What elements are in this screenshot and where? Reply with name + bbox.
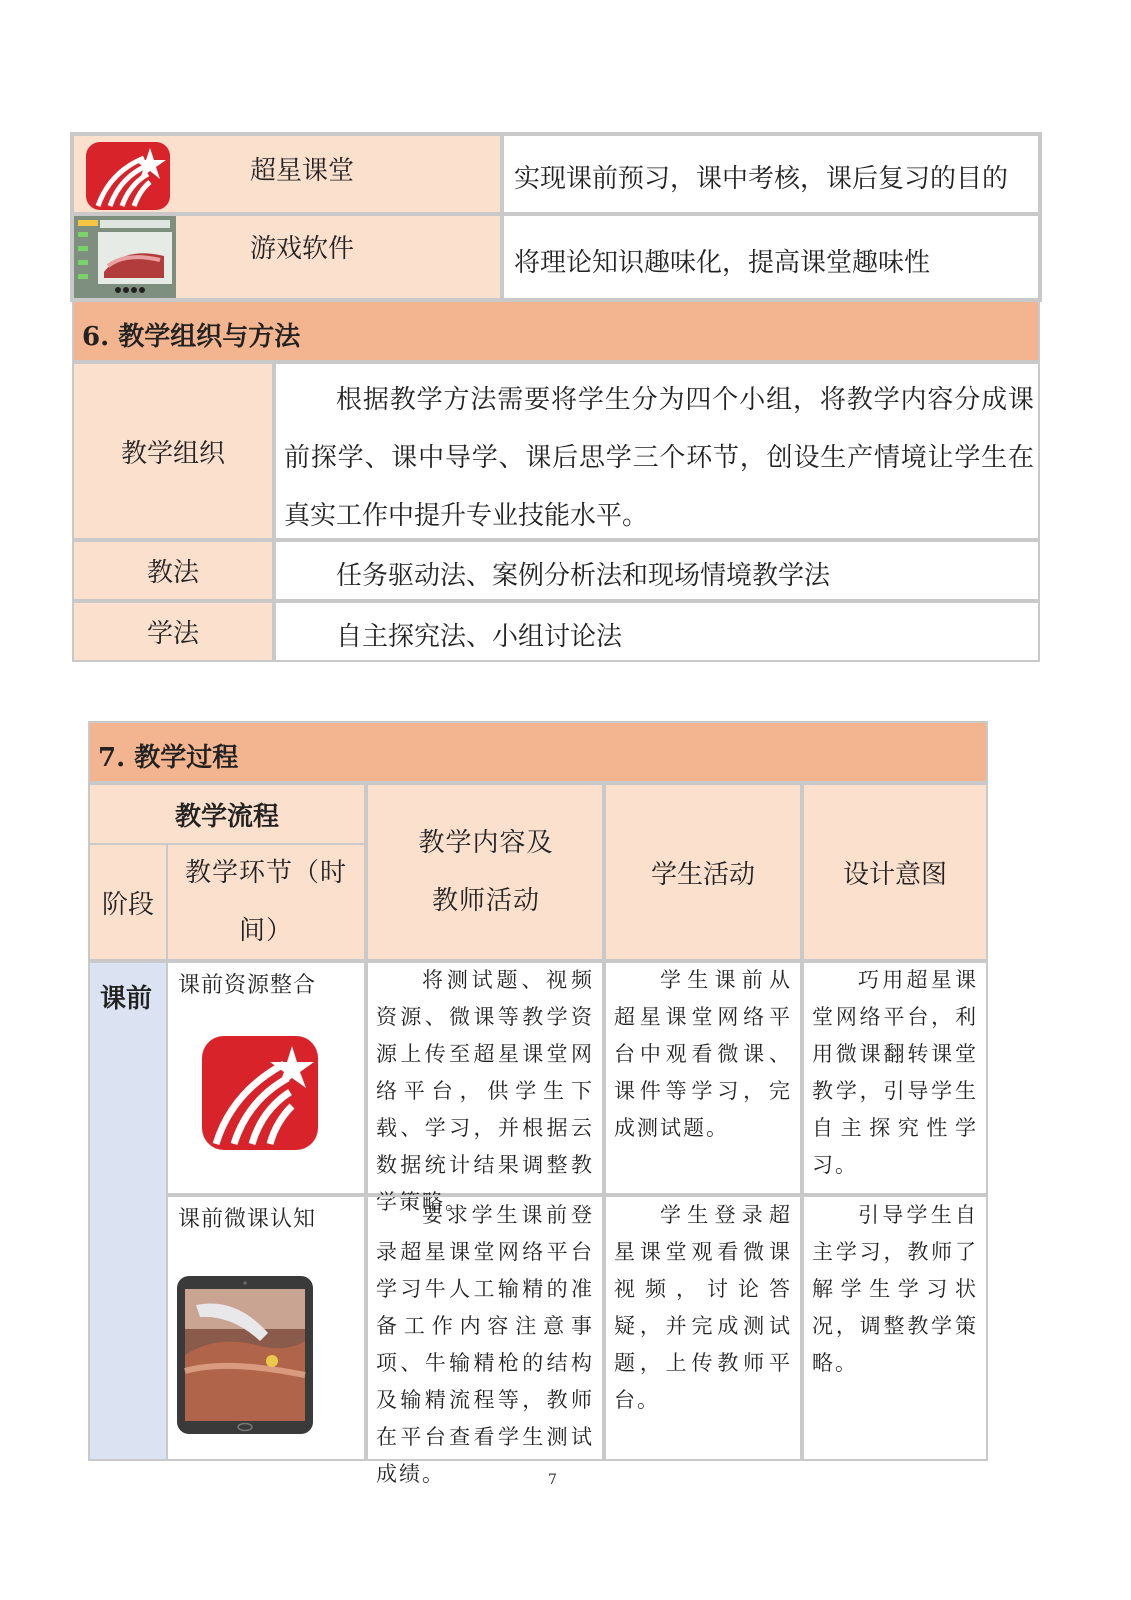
stage-label: 课前 [100,984,153,1014]
tablet-video-image [176,1275,314,1435]
step-header: 教学环节（时间） [184,858,347,946]
game-label: 游戏软件 [250,234,355,264]
student-text-1: 学生课前从超星课堂网络平台中观看微课、课件等学习，完成测试题。 [614,968,792,1140]
game-desc: 将理论知识趣味化，提高课堂趣味性 [514,248,931,278]
student-header: 学生活动 [650,859,755,890]
teach-method-label: 教法 [146,558,199,588]
step-label-2: 课前微课认知 [178,1207,317,1232]
intent-text-2: 引导学生自主学习，教师了解学生学习状况，调整教学策略。 [812,1203,978,1375]
org-text: 根据教学方法需要将学生分为四个小组，将教学内容分成课前探学、课中导学、课后思学三个环节，创设生产情境让学生在真实工作中提升专业技能水平。 [284,385,1034,531]
intent-text-1: 巧用超星课堂网络平台，利用微课翻转课堂教学，引导学生自主探究性学习。 [812,968,978,1177]
chaoxing-logo-icon [200,1034,320,1152]
content-text-1: 将测试题、视频资源、微课等教学资源上传至超星课堂网络平台，供学生下载、学习，并根据云数据统计结果调整教学策略。 [376,968,594,1214]
intent-header: 设计意图 [842,859,947,890]
section7-title: 7. 教学过程 [98,743,239,773]
stage-cell [88,961,168,1461]
step-label-1: 课前资源整合 [178,973,317,998]
learn-method-label: 学法 [146,619,199,649]
page-number: 7 [548,1472,557,1488]
stage-header: 阶段 [101,889,154,920]
chaoxing-desc: 实现课前预习，课中考核，课后复习的目的 [514,164,1009,194]
student-text-2: 学生登录超星课堂观看微课视频，讨论答疑，并完成测试题，上传教师平台。 [614,1203,792,1412]
flow-header: 教学流程 [174,801,279,832]
content-header: 教学内容及教师活动 [418,828,554,916]
content-text-2: 要求学生课前登录超星课堂网络平台学习牛人工输精的准备工作内容注意事项、牛输精枪的结构及输精流程等，教师在平台查看学生测试成绩。 [376,1203,594,1486]
chaoxing-label: 超星课堂 [250,156,355,186]
section6-title: 6. 教学组织与方法 [82,322,301,352]
org-label: 教学组织 [120,438,225,469]
learn-method-text: 自主探究法、小组讨论法 [336,622,623,652]
game-screenshot-image [74,216,176,298]
chaoxing-logo-icon [84,140,172,212]
teach-method-text: 任务驱动法、案例分析法和现场情境教学法 [336,561,831,591]
